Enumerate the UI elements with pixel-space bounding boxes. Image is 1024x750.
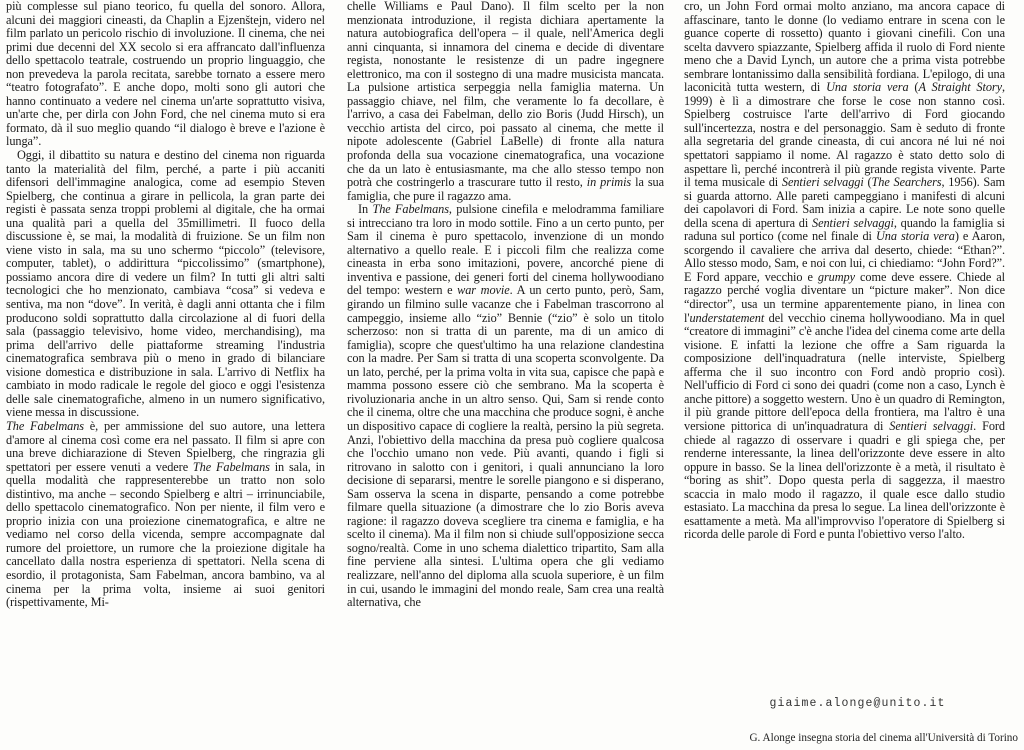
author-email[interactable]: giaime.alonge@unito.it	[769, 697, 946, 710]
paragraph: chelle Williams e Paul Dano). Il film scelto per la non menzionata introduzione, il regista dichiara apertamente la natura autobiografica dell'opera – il quale, nell'America degli anni cinquanta, si innamora del cinema e decide di diventare regista, nonostante le resistenze di un padre ingegnere elettronico, ma con il sostegno di una madre musicista mancata. La pulsione artistica serpeggia nella famiglia materna. Un passaggio chiave, nel film, che veramente lo fa decollare, è l'arrivo, a casa dei Fabelman, dello zio Boris (Judd Hirsch), un vecchio artista del circo, poi passato al cinema, che mette il nipote adolescente (Gabriel LaBelle) di fronte alla natura profonda della sua vocazione cinematografica, una vocazione che da un lato è entusiasmante, ma che allo stesso tempo non potrà che costringerlo a trascurare tutto il resto, in primis la sua famiglia, che pure il ragazzo ama.	[347, 0, 664, 203]
paragraph: The Fabelmans è, per ammissione del suo autore, una lettera d'amore al cinema così come era nel passato. Il film si apre con una breve dichiarazione di Steven Spielberg, che ringrazia gli spettatori per essere venuti a vedere The Fabelmans in sala, in quella modalità che rappresenterebbe un tratto non solo distintivo, ma anche – secondo Spielberg e altri – irrinunciabile, dello spettacolo cinematografico. Non per niente, il film vero e proprio inizia con una proiezione cinematografica, e altre ne vediamo nel corso della vicenda, sempre accompagnate dal rumore del proiettore, un rumore che la proiezione digitale ha cancellato dalla nostra esperienza di spettatori. Nella scena di esordio, il protagonista, Sam Fabelman, ancora bambino, va al cinema per la prima volta, insieme ai suoi genitori (rispettivamente, Mi-	[6, 418, 325, 610]
italic-title: The Searchers	[871, 175, 942, 190]
italic-title: Sentieri selvaggi	[889, 418, 974, 433]
paragraph: Oggi, il dibattito su natura e destino del cinema non riguarda tanto la materialità del film, perché, a parte i più accaniti difensori dell'immagine analogica, come ad esempio Steven Spielberg, che continua a girare in pellicola, la gran parte dei registi è passata senza troppi problemi al digitale, che ha ormai una qualità pari a quella del 35millimetri. Il fuoco della discussione è, se mai, la modalità di fruizione. Se un film non viene visto in sala, ma su uno schermo “piccolo” (televisore, computer, tablet), o addirittura “piccolissimo” (smartphone), possiamo ancora dire di vedere un film? In tutti gli altri salti tecnologici che ho menzionato, cambiava “cosa” si vedeva e sentiva, ma non “dove”. In verità, è dagli anni ottanta che i film producono soldi soprattutto dalla circolazione al di fuori della sala (passaggio televisivo, home video, merchandising), ma prima dell'arrivo delle piattaforme streaming l'industria cinematografica sembrava più o meno in grado di bilanciare visione domestica e distribuzione in sala. L'arrivo di Netflix ha cambiato in modo radicale le regole del gioco e oggi l'esistenza delle sale cinematografiche, almeno in un numero significativo, viene messa in discussione.	[6, 148, 325, 420]
italic-title: Sentieri selvaggi	[812, 215, 894, 230]
italic-title: Una storia vera	[875, 229, 955, 244]
column-3-content	[684, 0, 1005, 700]
article-column-1	[6, 0, 339, 700]
italic-title: The Fabelmans	[192, 459, 270, 474]
paragraph: più complesse sul piano teorico, fu quella del sonoro. Allora, alcuni dei maggiori cineasti, da Chaplin a Ejzenštejn, videro nel film parlato un pericolo rischio di involuzione. Il cinema, che nei primi due decenni del XX secolo si era affrancato dall'influenza dello spettacolo teatrale, costruendo un proprio linguaggio, che non prevedeva la parola recitata, sarebbe tornato a essere mero “teatro fotografato”. E anche dopo, molti sono gli autori che hanno continuato a vedere nel cinema un'arte soprattutto visiva, un'arte che, per dirla con John Ford, che nel cinema muto si era formato, dà il suo meglio quando “il dialogo è breve e l'azione è lunga”.	[6, 0, 325, 149]
italic-title: Una storia vera	[826, 80, 909, 95]
paragraph: In The Fabelmans, pulsione cinefila e melodramma familiare si intrecciano tra loro in modo sottile. Fino a un certo punto, per Sam il cinema è puro spettacolo, invenzione di un mondo alternativo a quello reale. E i piccoli film che realizza come cineasta in erba sono imitazioni, povere, ancorché piene di inventiva e passione, dei generi forti del cinema hollywoodiano del tempo: western e war movie. A un certo punto, però, Sam, girando un filmino sulle vacanze che i Fabelman trascorrono al campeggio, insieme allo “zio” Bennie (“zio” è solo un titolo scherzoso: non si tratta di un parente, ma di un amico di famiglia), scopre che quest'ultimo ha una relazione clandestina con la madre. Per Sam si tratta di una scoperta sconvolgente. Da un lato, perché, per la prima volta in vita sua, capisce che papà e mamma possono essere ciò che sembrano. Ma la scoperta è rivoluzionaria anche in un altro senso. Qui, Sam si rende conto che il cinema, oltre che una macchina che produce sogni, è anche un dispositivo capace di cogliere la realtà, persino la più segreta. Anzi, l'obiettivo della macchina da presa può cogliere qualcosa che l'occhio umano non vede. Più avanti, quando i figli si ritrovano in salotto con i genitori, i quali annunciano la loro decisione di separarsi, mentre le sorelle piangono e si disperano, Sam osserva la scena in disparte, pensando a come potrebbe filmare quella situazione (a dimostrare che lo zio Boris aveva ragione: il ragazzo doveva scegliere tra cinema e famiglia, e ha scelto il cinema). Ma il film non si chiude sull'opposizione secca sogno/realtà. Come in uno schema dialettico tripartito, Sam alla fine perviene alla sintesi. L'ultima opera che gli vediamo realizzare, nell'anno del diploma alla scuola superiore, è un film in cui, usando le immagini del mondo reale, Sam crea una realtà alternativa, che	[347, 202, 664, 610]
author-credit: G. Alonge insegna storia del cinema all'Università di Torino	[749, 732, 1018, 744]
article-columns	[6, 0, 1018, 700]
italic-title: understatement	[689, 310, 765, 325]
italic-title: The Fabelmans	[6, 418, 84, 433]
column-2-content	[347, 0, 664, 700]
italic-title: grumpy	[817, 269, 855, 284]
italic-title: A Straight Story	[918, 80, 1002, 95]
article-column-3	[672, 0, 1005, 700]
article-column-2	[339, 0, 672, 700]
italic-title: in primis	[586, 175, 632, 190]
italic-title: Sentieri selvaggi	[781, 175, 864, 190]
article-footer	[685, 689, 1018, 744]
paragraph: cro, un John Ford ormai molto anziano, ma ancora capace di affascinare, tanto le donne (lo vediamo entrare in scena con le guance coperte di rossetto) quanto i giovani cinefili. Con una scelta davvero spiazzante, Spielberg affida il ruolo di Ford niente meno che a David Lynch, un autore che a prima vista potrebbe sembrare lontanissimo dalla sensibilità fordiana. L'epilogo, di una laconicità tutta western, di Una storia vera (A Straight Story, 1999) è lì a dimostrare che forse le cose non stanno così. Spielberg costruisce l'arte dell'arrivo di Ford giocando sull'incertezza, nostra e del personaggio. Sam è seduto di fronte alla segretaria del grande cineasta, di cui ancora né lui né noi spettatori sappiamo il nome. Al ragazzo è stato detto solo di aspettare lì, perché incontrerà il più grande regista vivente. Parte il tema musicale di Sentieri selvaggi (The Searchers, 1956). Sam si guarda attorno. Alle pareti campeggiano i manifesti di alcuni dei capolavori di Ford. Sam inizia a capire. Le note sono quelle della scena di apertura di Sentieri selvaggi, quando la famiglia si raduna sul portico (come nel finale di Una storia vera) e Aaron, scorgendo il cavaliere che arriva dal deserto, chiede: “Ethan?”. Allo stesso modo, Sam, e noi con lui, ci chiediamo: “John Ford?”. E Ford appare, vecchio e grumpy come deve essere. Chiede al ragazzo perché voglia diventare un “picture maker”. Non dice “director”, usa un termine apparentemente piano, in linea con l'understatement del vecchio cinema hollywoodiano. Ma in quel “creatore di immagini” c'è anche l'idea del cinema come arte della visione. E infatti la lezione che offre a Sam riguarda la composizione dell'inquadratura (nelle interviste, Spielberg afferma che il suo incontro con Ford andò proprio così). Nell'ufficio di Ford ci sono dei quadri (come non a caso, Lynch è anche pittore) a soggetto western. Uno è un quadro di Remington, il più grande pittore dell'epoca della frontiera, ma l'altro è una versione pittorica di un'inquadratura di Sentieri selvaggi. Ford chiede al ragazzo di osservare i quadri e gli spiega che, per renderne interessante, la linea dell'orizzonte deve essere in alto oppure in basso. Se la linea dell'orizzonte è a metà, il risultato è “boring as shit”. Dopo questa perla di saggezza, il maestro scaccia in malo modo il ragazzo, il quale esce dallo studio estasiato. La macchina da presa lo segue. La linea dell'orizzonte è esattamente a metà. Ma all'improvviso l'operatore di Spielberg si ricorda delle parole di Ford e punta l'obiettivo verso l'alto.	[684, 0, 1006, 542]
column-1-content	[6, 0, 325, 700]
italic-title: The Fabelmans	[372, 202, 449, 217]
italic-title: war movie	[457, 283, 510, 298]
